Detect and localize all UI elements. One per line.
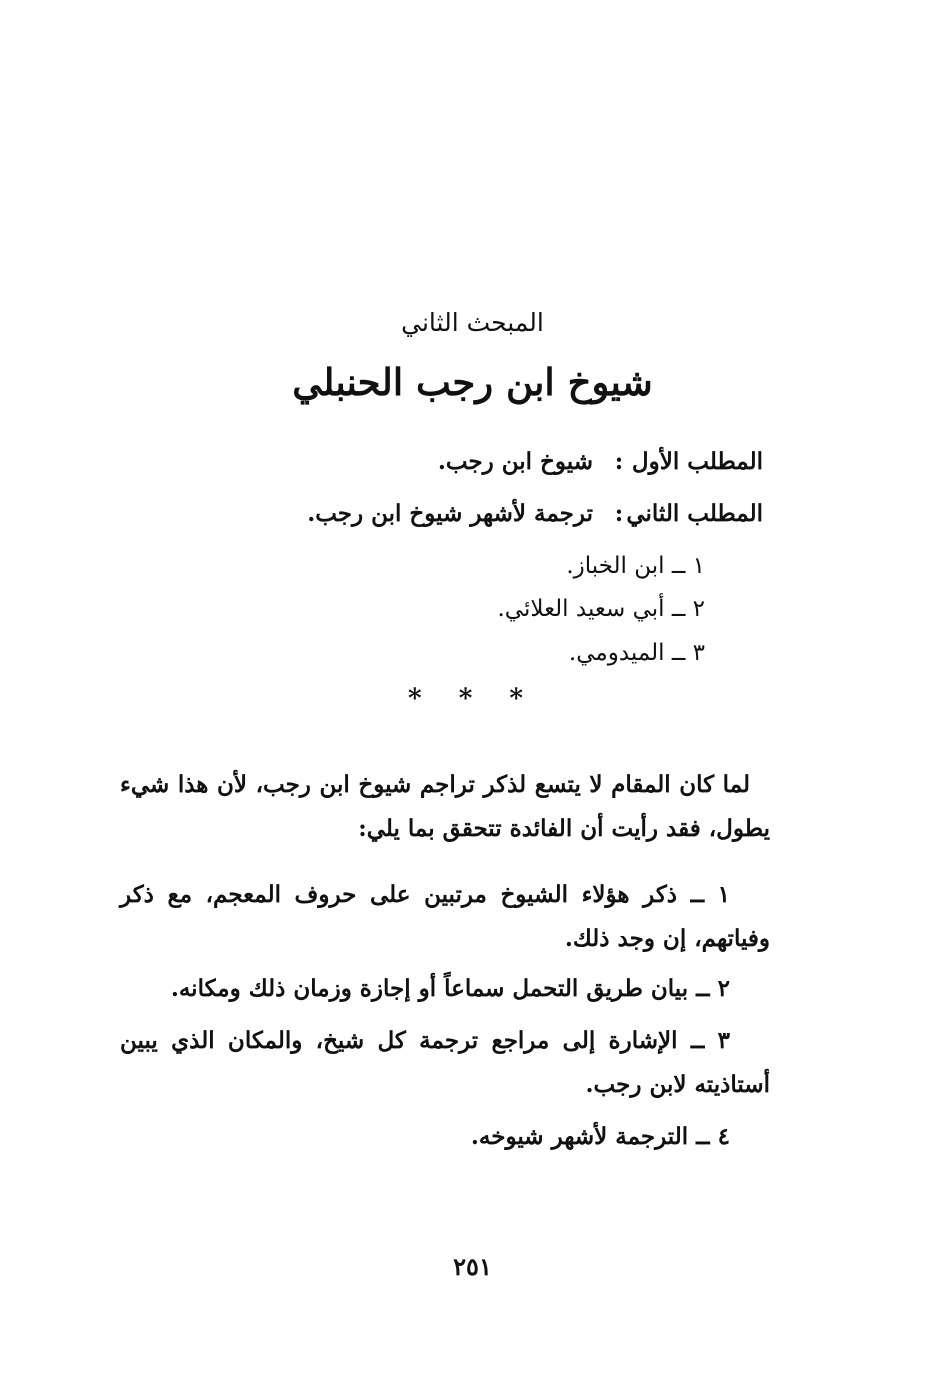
sub-item-al-maydumi: ٣ ــ الميدومي. bbox=[568, 640, 705, 666]
chapter-title: شيوخ ابن رجب الحنبلي bbox=[292, 360, 653, 404]
intro-paragraph: لما كان المقام لا يتسع لذكر تراجم شيوخ ابن رجب، لأن هذا شيء يطول، فقد رأيت أن الفائدة تتحقق بما يلي: bbox=[120, 771, 770, 842]
toc-separator: : bbox=[614, 448, 624, 475]
toc-row bbox=[307, 500, 763, 527]
toc-label: المطلب الثاني bbox=[626, 500, 763, 527]
list-item: ٣ ــ الإشارة إلى مراجع ترجمة كل شيخ، والمكان الذي يبين أستاذيته لابن رجب. bbox=[120, 1027, 770, 1098]
toc-label: المطلب الأول bbox=[631, 448, 763, 475]
toc-row bbox=[438, 448, 763, 475]
list-item: ٢ ــ بيان طريق التحمل سماعاً أو إجازة وزمان ذلك ومكانه. bbox=[170, 975, 730, 1002]
toc-description: شيوخ ابن رجب. bbox=[437, 448, 593, 475]
toc-description: ترجمة لأشهر شيوخ ابن رجب. bbox=[307, 500, 593, 527]
section-label: المبحث الثاني bbox=[401, 308, 544, 337]
list-item: ١ ــ ذكر هؤلاء الشيوخ مرتبين على حروف المعجم، مع ذكر وفياتهم، إن وجد ذلك. bbox=[120, 881, 770, 952]
page-number: ٢٥١ bbox=[453, 1252, 492, 1281]
toc-separator: : bbox=[614, 500, 624, 527]
section-divider-asterisks: * * * bbox=[408, 684, 537, 714]
sub-item-abu-said-al-alai: ٢ ــ أبي سعيد العلائي. bbox=[497, 596, 705, 622]
sub-item-ibn-al-khabbaz: ١ ــ ابن الخباز. bbox=[566, 553, 705, 579]
list-item: ٤ ــ الترجمة لأشهر شيوخه. bbox=[470, 1123, 730, 1150]
